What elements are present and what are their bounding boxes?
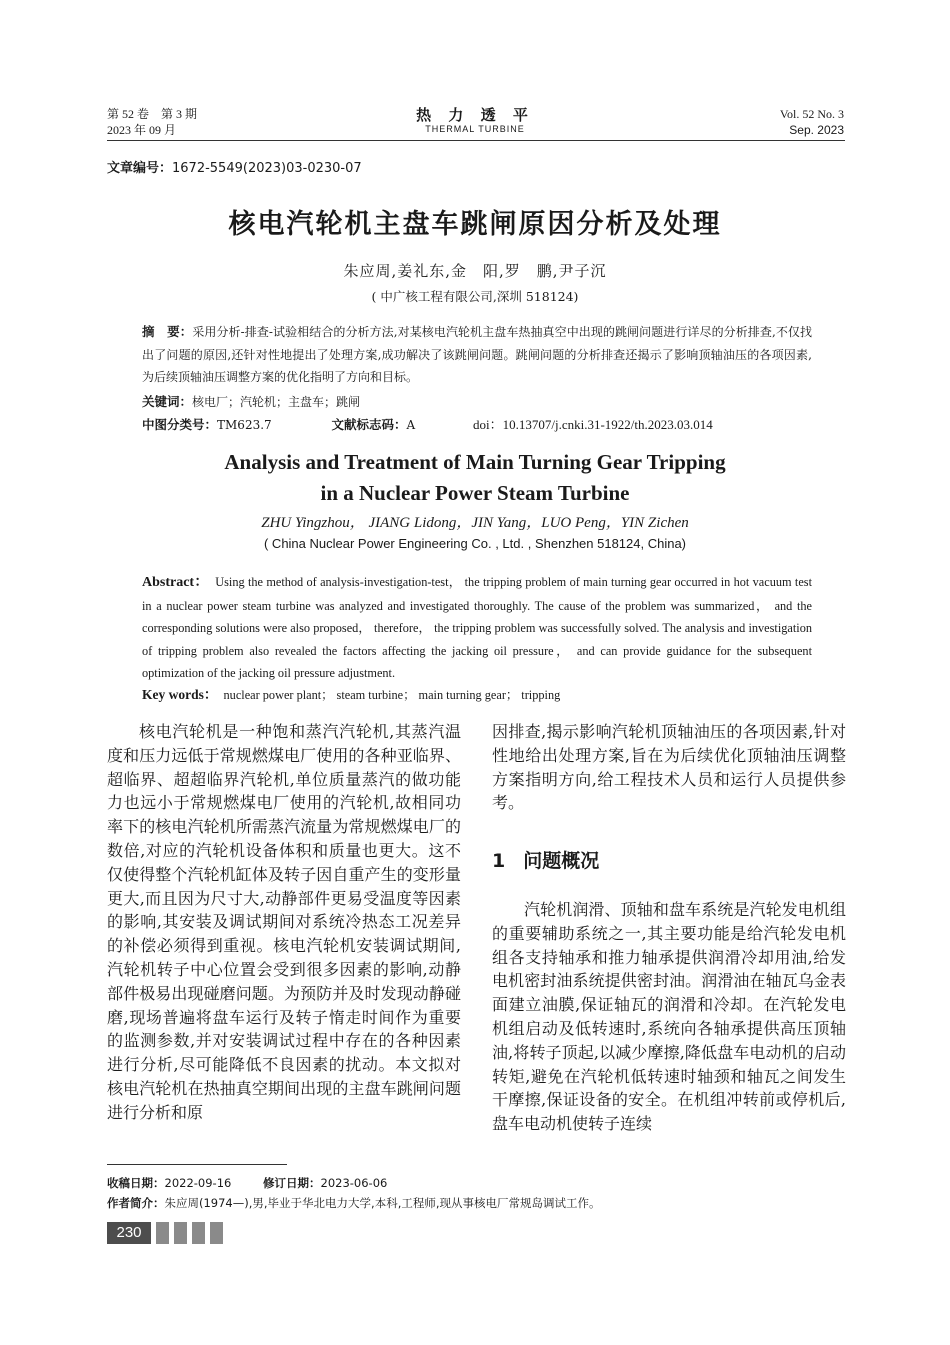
- date-en: Sep. 2023: [789, 123, 844, 137]
- abstract-cn-label: 摘 要：: [142, 324, 193, 339]
- clc-value: TM623.7: [217, 418, 272, 432]
- volume-issue-cn: 第 52 卷 第 3 期: [107, 107, 198, 121]
- section-heading-1: [492, 846, 599, 873]
- page-marker-block-3: [192, 1222, 205, 1244]
- section-number: 1: [492, 850, 506, 872]
- section-title: 问题概况: [523, 850, 600, 872]
- revised-date: 2023-06-06: [320, 1176, 388, 1190]
- article-number-label: 文章编号：: [107, 161, 173, 176]
- journal-name-en: THERMAL TURBINE: [425, 124, 525, 134]
- keywords-cn-label: 关键词：: [142, 394, 193, 409]
- header-rule: [107, 140, 845, 141]
- author-bio-label: 作者简介：: [107, 1196, 165, 1210]
- footnote-author: [107, 1195, 601, 1211]
- received-label: 收稿日期：: [107, 1176, 165, 1190]
- keywords-cn-text: 核电厂；汽轮机；主盘车；跳闸: [192, 395, 361, 409]
- page-marker-block-2: [174, 1222, 187, 1244]
- article-number: [107, 157, 362, 176]
- abstract-cn-text: 采用分析-排查-试验相结合的分析方法,对某核电汽轮机主盘车热抽真空中出现的跳闸问题进行详尽的分析排查,不仅找出了问题的原因,还针对性地提出了处理方案,成功解决了该跳闸问题。跳闸问题的分析排查还揭示了影响顶轴油压的各项因素,为后续顶轴油压调整方案的优化指明了方向和目标。: [142, 325, 812, 384]
- abstract-cn: [142, 321, 812, 389]
- revised-label: 修订日期：: [263, 1176, 321, 1190]
- body-right-paragraph-2: 汽轮机润滑、顶轴和盘车系统是汽轮发电机组的重要辅助系统之一,其主要功能是给汽轮发电机组各支持轴承和推力轴承提供润滑冷却用油,给发电机密封油系统提供密封油。润滑油在轴瓦乌金表面建立油膜,保证轴瓦的润滑和冷却。在汽轮发电机组启动及低转速时,系统向各轴承提供高压顶轴油,将转子顶起,以减少摩擦,降低盘车电动机的启动转矩,避免在汽轮机低转速时轴颈和轴瓦之间发生干摩擦,保证设备的安全。在机组冲转前或停机后,盘车电动机使转子连续: [492, 900, 846, 1134]
- body-right-paragraph-1: 因排查,揭示影响汽轮机顶轴油压的各项因素,针对性地给出处理方案,旨在为后续优化顶轴油压调整方案指明方向,给工程技术人员和运行人员提供参考。: [492, 722, 846, 813]
- authors-en: ZHU Yingzhou， JIANG Lidong，JIN Yang，LUO Peng，YIN Zichen: [261, 515, 689, 531]
- author-bio: 朱应周(1974—),男,毕业于华北电力大学,本科,工程师,现从事核电厂常规岛调试工作。: [164, 1196, 601, 1210]
- page-marker-block-4: [210, 1222, 223, 1244]
- footnote-rule: [107, 1164, 287, 1165]
- volume-issue-en: Vol. 52 No. 3: [779, 107, 844, 121]
- title-cn: 核电汽轮机主盘车跳闸原因分析及处理: [228, 209, 722, 240]
- page-marker-block-1: [156, 1222, 169, 1244]
- date-cn: 2023 年 09 月: [107, 123, 177, 137]
- keywords-en: [142, 684, 812, 707]
- affiliation-en: ( China Nuclear Power Engineering Co. , Ltd. , Shenzhen 518124, China): [263, 536, 687, 551]
- authors-cn: 朱应周,姜礼东,金 阳,罗 鹏,尹子沉: [343, 262, 607, 280]
- doi: doi：10.13707/j.cnki.31-1922/th.2023.03.014: [473, 417, 713, 432]
- keywords-en-label: Key words：: [142, 687, 218, 702]
- keywords-cn: [142, 392, 360, 410]
- body-left-paragraph: 核电汽轮机是一种饱和蒸汽汽轮机,其蒸汽温度和压力远低于常规燃煤电厂使用的各种亚临界、超临界、超超临界汽轮机,单位质量蒸汽的做功能力也远小于常规燃煤电厂使用的汽轮机,故相同功率下的核电汽轮机所需蒸汽流量为常规燃煤电厂的数倍,对应的汽轮机设备体积和质量也更大。这不仅使得整个汽轮机缸体及转子因自重产生的变形量更大,而且因为尺寸大,动静部件更易受温度等因素的影响,其安装及调试期间对系统冷热态工况差异的补偿必须得到重视。核电汽轮机安装调试期间,汽轮机转子中心位置会受到很多因素的影响,动静部件极易出现碰磨问题。为预防并及时发现动静碰磨,现场普遍将盘车运行及转子惰走时间作为重要的监测参数,并对安装调试过程中存在的各种因素进行分析,尽可能降低不良因素的扰动。本文拟对核电汽轮机在热抽真空期间出现的主盘车跳闸问题进行分析和原: [107, 722, 461, 1122]
- keywords-en-text: nuclear power plant； steam turbine； main turning gear； tripping: [223, 688, 561, 702]
- abstract-en: [142, 571, 812, 685]
- received-date: 2022-09-16: [164, 1176, 232, 1190]
- page-number: 230: [107, 1222, 151, 1244]
- clc-label: 中图分类号：: [142, 417, 218, 432]
- journal-name-cn: 热 力 透 平: [416, 106, 534, 124]
- doc-code-value: A: [406, 418, 416, 432]
- abstract-en-label: Abstract：: [142, 575, 209, 590]
- title-en-line1: Analysis and Treatment of Main Turning Gear Tripping: [224, 450, 726, 474]
- article-number-value: 1672-5549(2023)03-0230-07: [172, 161, 362, 176]
- classification-row: [142, 414, 822, 433]
- affiliation-cn: ( 中广核工程有限公司,深圳 518124): [371, 289, 579, 304]
- abstract-en-text: Using the method of analysis-investigation-test， the tripping problem of main turning gear occurred in hot vacuum test in a nuclear power steam turbine was analyzed and investigated thoroughly. The cause of the problem was summarized， and the corresponding solutions were also proposed， therefore， the tripping problem was successfully solved. The analysis and investigation of tripping problem also revealed the factors affecting the jacking oil pressure， and can provide guidance for the subsequent optimization of the jacking oil pressure adjustment.: [142, 575, 812, 681]
- doc-code-label: 文献标志码：: [331, 417, 407, 432]
- footnote-dates: [107, 1175, 387, 1191]
- title-en-line2: in a Nuclear Power Steam Turbine: [320, 481, 630, 505]
